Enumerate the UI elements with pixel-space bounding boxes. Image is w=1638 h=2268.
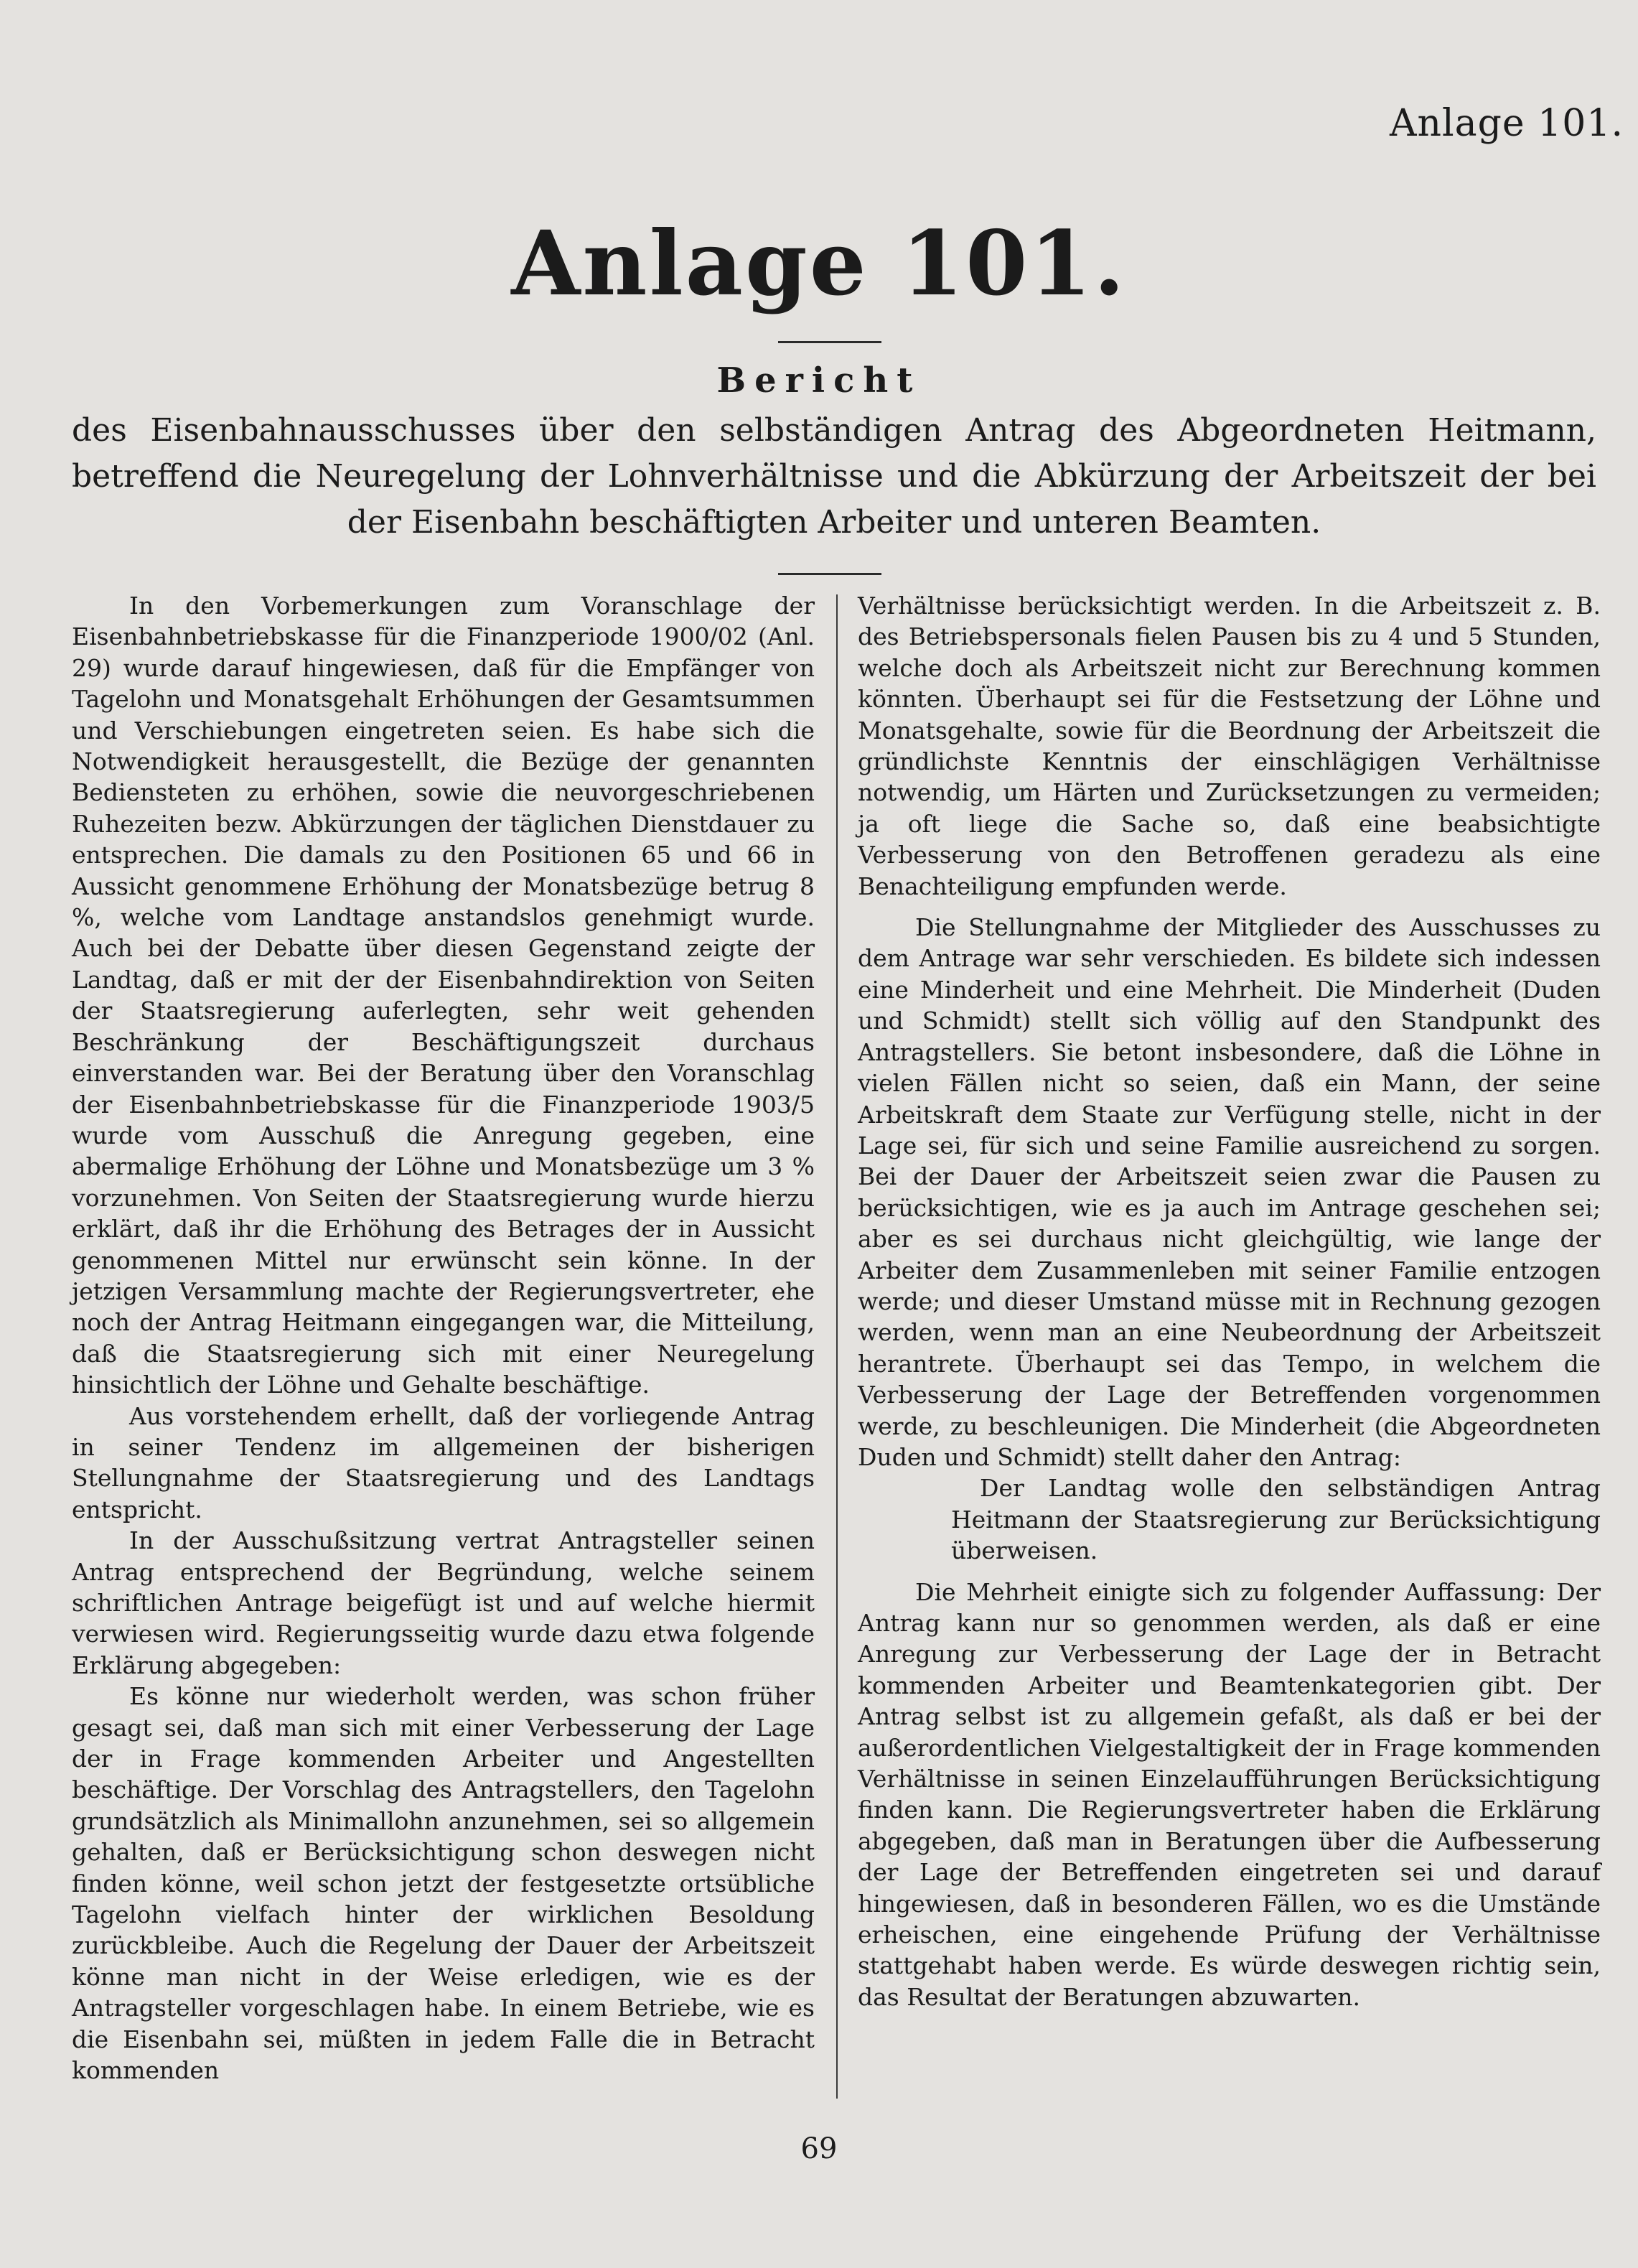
- paragraph: In der Ausschußsitzung vertrat Antragsteller seinen Antrag entsprechend der Begründung, welche seinem schriftlichen Antrage beigefügt ist und auf welche hiermit verwiesen wird. Regierungsseitig wurde dazu etwa folgende Erklärung abgegeben:: [72, 1526, 815, 1679]
- report-heading: Bericht: [716, 360, 922, 401]
- right-column: [858, 590, 1601, 2012]
- paragraph: Aus vorstehendem erhellt, daß der vorliegende Antrag in seiner Tendenz im allgemeinen der bisherigen Stellungnahme der Staatsregierung und des Landtags entspricht.: [72, 1401, 815, 1523]
- title-divider: [778, 341, 881, 343]
- page-title: Anlage 101.: [511, 212, 1127, 316]
- paragraph: Es könne nur wiederholt werden, was schon früher gesagt sei, daß man sich mit einer Verbesserung der Lage der in Frage kommenden Arbeiter und Angestellten beschäftige. Der Vorschlag des Antragstellers, den Tagelohn grundsätzlich als Minimallohn anzunehmen, sei so allgemein gehalten, daß er Berücksichtigung schon deswegen nicht finden könne, weil schon jetzt der festgesetzte ortsübliche Tagelohn vielfach hinter der wirklichen Besoldung zurückbleibe. Auch die Regelung der Dauer der Arbeitszeit könne man nicht in der Weise erledigen, wie es der Antragsteller vorgeschlagen habe. In einem Betriebe, wie es die Eisenbahn sei, müßten in jedem Falle die in Betracht kommenden: [72, 1682, 815, 2085]
- paragraph: Die Stellungnahme der Mitglieder des Ausschusses zu dem Antrage war sehr verschieden. Es bildete sich indessen eine Minderheit und eine Mehrheit. Die Minderheit (Duden und Schmidt) stellt sich völlig auf den Standpunkt des Antragstellers. Sie betont insbesondere, daß die Löhne in vielen Fällen nicht so seien, daß ein Mann, der seine Arbeitskraft dem Staate zur Verfügung stelle, nicht in der Lage sei, für sich und seine Familie ausreichend zu sorgen. Bei der Dauer der Arbeitszeit seien zwar die Pausen zu berücksichtigen, wie es ja auch im Antrage geschehen sei; aber es sei durchaus nicht gleichgültig, wie lange der Arbeiter dem Zusammenleben mit seiner Familie entzogen werde; und dieser Umstand müsse mit in Rechnung gezogen werden, wenn man an eine Neubeordnung der Arbeitszeit herantrete. Überhaupt sei das Tempo, in welchem die Verbesserung der Lage der Betreffenden vorgenommen werde, zu beschleunigen. Die Minderheit (die Abgeordneten Duden und Schmidt) stellt daher den Antrag:: [858, 913, 1601, 1471]
- running-head: Anlage 101.: [1389, 102, 1624, 145]
- column-divider: [836, 594, 838, 2099]
- subtitle-divider: [778, 573, 881, 575]
- left-column: [72, 590, 815, 2086]
- paragraph: Die Mehrheit einigte sich zu folgender Auffassung: Der Antrag kann nur so genommen werden, als daß er eine Anregung zur Verbesserung der Lage der in Betracht kommenden Arbeiter und Beamtenkategorien gibt. Der Antrag selbst ist zu allgemein gefaßt, als daß er bei der außerordentlichen Vielgestaltigkeit der in Frage kommenden Verhältnisse in seinen Einzelaufführungen Berücksichtigung finden kann. Die Regierungsvertreter haben die Erklärung abgegeben, daß man in Beratungen über die Aufbesserung der Lage der Betreffenden eingetreten sei und darauf hingewiesen, daß in besonderen Fällen, wo es die Umstände erheischen, eine eingehende Prüfung der Verhältnisse stattgehabt haben werde. Es würde deswegen richtig sein, das Resultat der Beratungen abzuwarten.: [858, 1577, 1601, 2011]
- page-number: 69: [800, 2132, 838, 2165]
- motion-quote: Der Landtag wolle den selbständigen Antrag Heitmann der Staatsregierung zur Berücksichtigung überweisen.: [951, 1474, 1601, 1565]
- report-subtitle: des Eisenbahnausschusses über den selbständigen Antrag des Abgeordneten Heitmann, betreffend die Neuregelung der Lohnverhältnisse und die Abkürzung der Arbeitszeit der bei der Eisenbahn beschäftigten Arbeiter und unteren Beamten.: [72, 412, 1596, 541]
- paragraph: In den Vorbemerkungen zum Voranschlage der Eisenbahnbetriebskasse für die Finanzperiode 1900/02 (Anl. 29) wurde darauf hingewiesen, daß für die Empfänger von Tagelohn und Monatsgehalt Erhöhungen der Gesamtsummen und Verschiebungen eingetreten seien. Es habe sich die Notwendigkeit herausgestellt, die Bezüge der genannten Bediensteten zu erhöhen, sowie die neuvorgeschriebenen Ruhezeiten bezw. Abkürzungen der täglichen Dienstdauer zu entsprechen. Die damals zu den Positionen 65 und 66 in Aussicht genommene Erhöhung der Monatsbezüge betrug 8 %, welche vom Landtage anstandslos genehmigt wurde. Auch bei der Debatte über diesen Gegenstand zeigte der Landtag, daß er mit der der Eisenbahndirektion von Seiten der Staatsregierung auferlegten, sehr weit gehenden Beschränkung der Beschäftigungszeit durchaus einverstanden war. Bei der Beratung über den Voranschlag der Eisenbahnbetriebskasse für die Finanzperiode 1903/5 wurde vom Ausschuß die Anregung gegeben, eine abermalige Erhöhung der Löhne und Monatsbezüge um 3 % vorzunehmen. Von Seiten der Staatsregierung wurde hierzu erklärt, daß ihr die Erhöhung des Betrages der in Aussicht genommenen Mittel nur erwünscht sein könne. In der jetzigen Versammlung machte der Regierungsvertreter, ehe noch der Antrag Heitmann eingegangen war, die Mitteilung, daß die Staatsregierung sich mit einer Neuregelung hinsichtlich der Löhne und Gehalte beschäftige.: [72, 592, 815, 1399]
- paragraph: Verhältnisse berücksichtigt werden. In die Arbeitszeit z. B. des Betriebspersonals fielen Pausen bis zu 4 und 5 Stunden, welche doch als Arbeitszeit nicht zur Berechnung kommen könnten. Überhaupt sei für die Festsetzung der Löhne und Monatsgehalte, sowie für die Beordnung der Arbeitszeit die gründlichste Kenntnis der einschlägigen Verhältnisse notwendig, um Härten und Zurücksetzungen zu vermeiden; ja oft liege die Sache so, daß eine beabsichtigte Verbesserung von den Betroffenen geradezu als eine Benachteiligung empfunden werde.: [858, 592, 1601, 900]
